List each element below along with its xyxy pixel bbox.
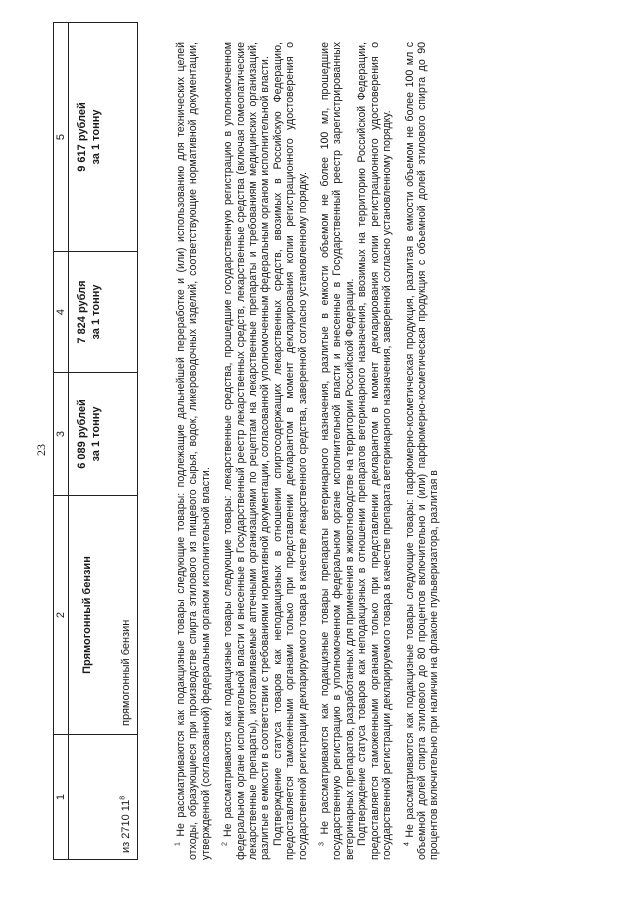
rate-col5-unit: за 1 тонну bbox=[90, 109, 102, 165]
footnote-text: Не рассматриваются как подакцизные товары следующие товары: парфюмерно-косметическая продукция, разлитая в емкости объемом не более 100 мл с объемной долей спирта этилового до 80 процентов включительно и (или) парфюмерно-косметическая продукция с объемной долей этилового спирта до 90 процентов включительно при наличии на флаконе пульверизатора, разлитая в bbox=[403, 42, 441, 860]
goods-name-bold: Прямогонный бензин bbox=[81, 556, 93, 674]
footnote-mark: 4 bbox=[402, 842, 410, 846]
rate-cell-col3 bbox=[69, 373, 138, 496]
footnote-text: Не рассматриваются как подакцизные товары следующие товары: лекарственные средства, прошедшие государственную регистрацию в уполномоченном федеральном органе исполнительной власти и внесенные в Государственный реестр лекарственных средств, лекарственные средства (включая гомеопатические лекарственные препараты), изготавливаемые аптечными организациями по рецептам на лекарственные препараты и требованиям медицинских организаций, разлитые в емкости в соответствии с требованиями нормативной документации, согласованной уполномоченным федеральным органом исполнительной власти. bbox=[222, 42, 272, 860]
footnote-mark: 2 bbox=[221, 842, 229, 846]
footnote-2-continuation: Подтверждение статуса товаров как неподакцизных в отношении спиртосодержащих лекарственных средств, ввозимых в Российскую Федерацию, предоставляется таможенными органами только при представлении декларантом в момент декларирования копии регистрационного удостоверения о государственной регистрации декларируемого товара в качестве лекарственного средства, заверенной согласно установленному порядку. bbox=[271, 42, 309, 860]
table-row bbox=[69, 23, 138, 860]
rate-col3-unit: за 1 тонну bbox=[90, 406, 102, 462]
footnote-mark: 3 bbox=[318, 842, 326, 846]
column-number-2: 2 bbox=[54, 496, 69, 735]
footnote-text: Не рассматриваются как подакцизные товары препараты ветеринарного назначения, разлитые в емкости объемом не более 100 мл, прошедшие государственную регистрацию в уполномоченном федеральном органе исполнительной власти и внесенные в Государственный реестр зарегистрированных ветеринарных препаратов, разработанных для применения в животноводстве на территории Российской Федерации. bbox=[319, 42, 356, 860]
column-number-3: 3 bbox=[54, 373, 69, 496]
goods-name-cell bbox=[69, 496, 138, 735]
footnote-3-continuation: Подтверждение статуса товаров как неподакцизных в отношении препаратов ветеринарного назначения, ввозимых на территорию Российской Федерации, предоставляется таможенными органами только при представлении декларантом в момент декларирования копии регистрационного удостоверения о государственной регистрации декларируемого товара в качестве препарата ветеринарного назначения, заверенной согласно установленному порядку. bbox=[356, 42, 394, 860]
commodity-code: из 2710 $11^8$ bbox=[119, 795, 132, 853]
footnote-1 bbox=[175, 42, 212, 860]
code-footnote-mark: 8 bbox=[119, 795, 127, 800]
rate-cell-col4 bbox=[69, 252, 138, 373]
commodity-code-cell bbox=[69, 735, 138, 860]
rate-col3-amount: 6 089 рублей bbox=[76, 399, 88, 469]
rate-col5-amount: 9 617 рублей bbox=[76, 102, 88, 172]
rate-col4-amount: 7 824 рубля bbox=[76, 280, 88, 344]
column-number-4: 4 bbox=[54, 252, 69, 373]
column-number-1: 1 bbox=[54, 735, 69, 860]
goods-name: прямогонный бензин bbox=[120, 619, 132, 726]
footnote-mark: 1 bbox=[174, 842, 182, 846]
footnote-2 bbox=[222, 42, 272, 860]
footnote-text: Не рассматриваются как подакцизные товары следующие товары: подлежащие дальнейшей переработке и (или) использованию для технических целей отходы, образующиеся при производстве спирта этилового из пищевого сырья, водок, ликероводочных изделий, соответствующие нормативной документации, утвержденной (согласованной) федеральным органом исполнительной власти. bbox=[175, 41, 212, 860]
page-number: 23 bbox=[34, 444, 48, 456]
footnote-4 bbox=[404, 42, 441, 860]
rate-cell-col5 bbox=[69, 23, 138, 252]
footnote-3 bbox=[319, 42, 356, 860]
excise-rate-table bbox=[53, 22, 138, 860]
table-header-row bbox=[54, 23, 69, 860]
footnotes bbox=[175, 42, 451, 860]
column-number-5: 5 bbox=[54, 23, 69, 252]
rate-col4-unit: за 1 тонну bbox=[90, 284, 102, 340]
